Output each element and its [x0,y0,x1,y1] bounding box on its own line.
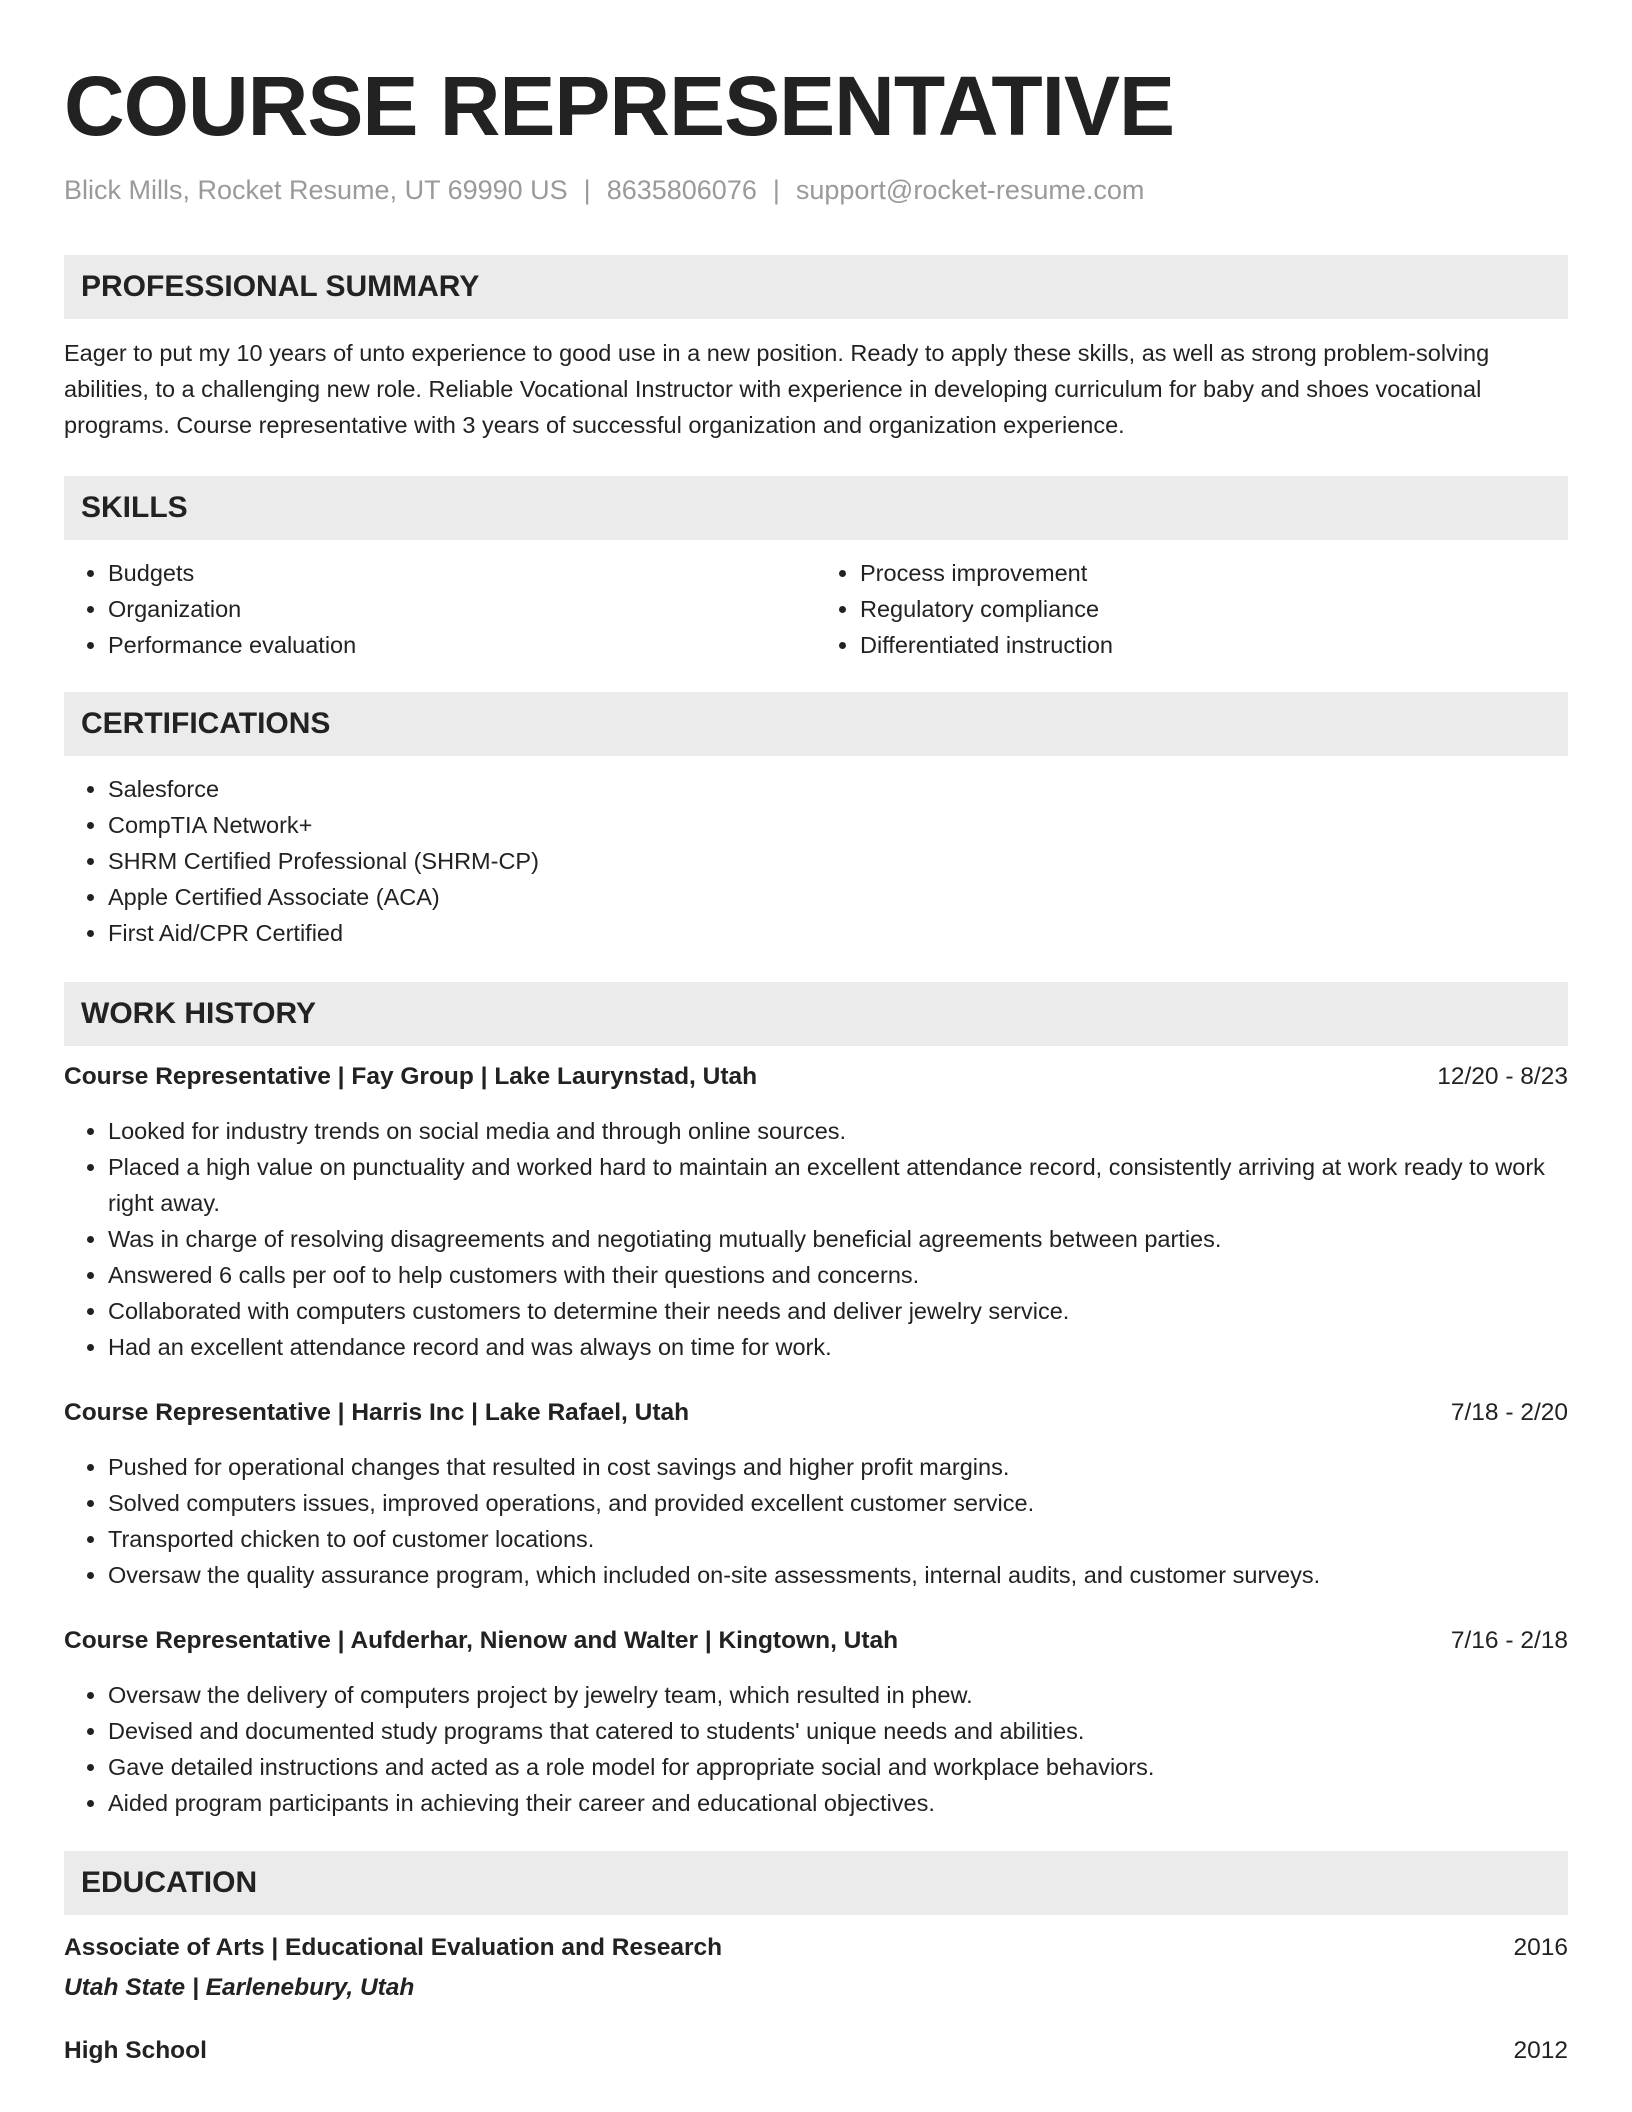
certification-item: • Apple Certified Associate (ACA) [108,879,1568,915]
job-bullets [64,1449,1568,1593]
job-entry [64,1060,1568,1365]
skills-column-left [64,555,816,663]
email: support@rocket-resume.com [795,175,1145,205]
job-title: Course Representative | Harris Inc | Lake Rafael, Utah [64,1399,690,1427]
skill-item: • Performance evaluation [108,627,816,663]
job-bullet: • Solved computers issues, improved operations, and provided excellent customer service. [108,1485,1568,1521]
job-bullet: • Pushed for operational changes that resulted in cost savings and higher profit margins. [108,1449,1568,1485]
phone: 8635806076 [606,175,757,205]
job-bullet: • Answered 6 calls per oof to help customers with their questions and concerns. [108,1257,1568,1293]
certification-item: • Salesforce [108,771,1568,807]
skill-item: • Differentiated instruction [860,627,1568,663]
separator: | [772,175,780,205]
job-dates: 12/20 - 8/23 [1437,1063,1568,1091]
candidate-name: COURSE REPRESENTATIVE [64,59,1175,153]
address: Blick Mills, Rocket Resume, UT 69990 US [64,175,568,205]
degree: Associate of Arts | Educational Evaluation and Research [64,1934,723,1962]
skill-item: • Process improvement [860,555,1568,591]
job-bullet: • Aided program participants in achieving their career and educational objectives. [108,1785,1568,1821]
job-bullets [64,1113,1568,1365]
separator: | [583,175,591,205]
job-bullet: • Transported chicken to oof customer locations. [108,1521,1568,1557]
education-entry [64,2034,1568,2068]
graduation-year: 2016 [1513,1934,1568,1962]
job-bullet: • Collaborated with computers customers to determine their needs and deliver jewelry service. [108,1293,1568,1329]
job-entry [64,1396,1568,1593]
job-bullet: • Devised and documented study programs that catered to students' unique needs and abilities. [108,1713,1568,1749]
skills-list [64,555,1568,663]
job-bullet: • Was in charge of resolving disagreements and negotiating mutually beneficial agreements between parties. [108,1221,1568,1257]
degree: High School [64,2037,207,2065]
certification-item: • SHRM Certified Professional (SHRM-CP) [108,843,1568,879]
job-title: Course Representative | Aufderhar, Nienow and Walter | Kingtown, Utah [64,1627,899,1655]
job-dates: 7/18 - 2/20 [1450,1399,1568,1427]
graduation-year: 2012 [1513,2037,1568,2065]
section-heading-summary: PROFESSIONAL SUMMARY [64,255,1568,319]
job-bullets [64,1677,1568,1821]
section-heading-skills: SKILLS [64,476,1568,540]
job-bullet: • Oversaw the quality assurance program, which included on-site assessments, internal audits, and customer surveys. [108,1557,1568,1593]
job-bullet: • Gave detailed instructions and acted as a role model for appropriate social and workplace behaviors. [108,1749,1568,1785]
job-bullet: • Looked for industry trends on social media and through online sources. [108,1113,1568,1149]
skill-item: • Regulatory compliance [860,591,1568,627]
job-dates: 7/16 - 2/18 [1450,1627,1568,1655]
section-heading-work-history: WORK HISTORY [64,982,1568,1046]
education-entry [64,1931,1568,2005]
certifications-list [64,771,1568,951]
job-bullet: • Had an excellent attendance record and was always on time for work. [108,1329,1568,1365]
skills-column-right [816,555,1568,663]
skill-item: • Budgets [108,555,816,591]
section-heading-education: EDUCATION [64,1851,1568,1915]
section-heading-certifications: CERTIFICATIONS [64,692,1568,756]
school: Utah State | Earlenebury, Utah [64,1974,415,2002]
job-bullet: • Oversaw the delivery of computers project by jewelry team, which resulted in phew. [108,1677,1568,1713]
job-entry [64,1624,1568,1821]
job-bullet: • Placed a high value on punctuality and worked hard to maintain an excellent attendance record, consistently arriving at work ready to work right away. [108,1149,1568,1221]
summary-text: Eager to put my 10 years of unto experience to good use in a new position. Ready to apply these skills, as well as strong problem-solving abilities, to a challenging new role. Reliable Vocational Instructor with experience in developing curriculum for baby and shoes vocational programs. Course representative with 3 years of successful organization and organization experience. [64,340,1490,439]
skill-item: • Organization [108,591,816,627]
job-title: Course Representative | Fay Group | Lake Laurynstad, Utah [64,1063,758,1091]
certification-item: • First Aid/CPR Certified [108,915,1568,951]
contact-line [64,174,1568,206]
certification-item: • CompTIA Network+ [108,807,1568,843]
